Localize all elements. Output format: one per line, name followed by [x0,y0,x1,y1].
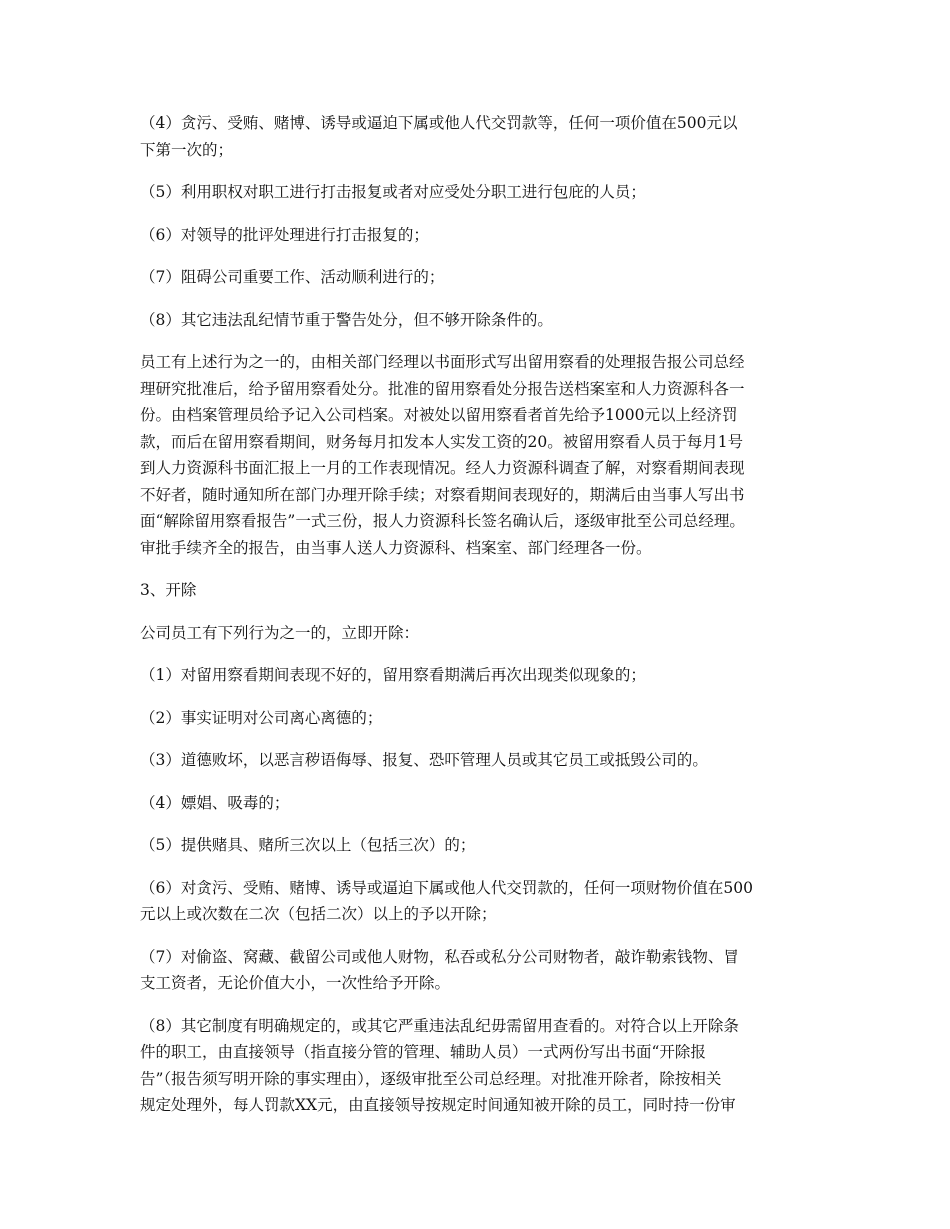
dismissal-item-7: （7）对偷盗、窝藏、截留公司或他人财物，私吞或私分公司财物者，敲诈勒索钱物、冒 支工资者，无论价值大小，一次性给予开除。 [140,947,739,992]
dismissal-item-2: （2）事实证明对公司离心离德的； [140,708,383,727]
list-item-8-other-violations: （8）其它违法乱纪情节重于警告处分，但不够开除条件的。 [140,310,553,329]
list-item-5-retaliation-abuse: （5）利用职权对职工进行打击报复或者对应受处分职工进行包庇的人员； [140,183,646,201]
probation-procedure-paragraph: 员工有上述行为之一的，由相关部门经理以书面形式写出留用察看的处理报告报公司总经 理研究批准后，给予留用察看处分。批准的留用察看处分报告送档案室和人力资源科各一 份。由档案管理员给予记入公司档案。对被处以留用察看者首先给予1000元以上经济罚 款，而后在留用察看期间，财务每月扣发本人实发工资的20。被留用察看人员于每月1号 到人力资源科书面汇报上一月的工作表现情况。经人力资源科调查了解，对察看期间表现 不好者，随时通知所在部门办理开除手续；对察看期间表现好的，期满后由当事人写出书 面“解除留用察看报告”一式三份，报人力资源科长签名确认后，逐级审批至公司总经理。 审批手续齐全的报告，由当事人送人力资源科、档案室、部门经理各一份。 [140,353,745,557]
document-page [140,110,812,1135]
list-item-6-retaliation-criticism: （6）对领导的批评处理进行打击报复的； [140,225,429,244]
dismissal-intro: 公司员工有下列行为之一的，立即开除： [140,623,420,642]
dismissal-item-1: （1）对留用察看期间表现不好的，留用察看期满后再次出现类似现象的； [140,666,646,684]
dismissal-item-6: （6）对贪污、受贿、赌博、诱导或逼迫下属或他人代交罚款的，任何一项财物价值在500 元以上或次数在二次（包括二次）以上的予以开除； [140,878,753,923]
list-item-4-embezzlement: （4）贪污、受贿、赌博、诱导或逼迫下属或他人代交罚款等，任何一项价值在500元以 下第一次的； [140,114,738,159]
list-item-7-obstruction: （7）阻碍公司重要工作、活动顺利进行的； [140,268,445,286]
dismissal-item-3: （3）道德败坏，以恶言秽语侮辱、报复、恐吓管理人员或其它员工或抵毁公司的。 [140,751,708,769]
dismissal-item-4: （4）嫖娼、吸毒的； [140,793,290,812]
dismissal-item-8: （8）其它制度有明确规定的，或其它严重违法乱纪毋需留用查看的。对符合以上开除条 件的职工，由直接领导（指直接分管的管理、辅助人员）一式两份写出书面“开除报 告”（报告须写明开除的事实理由），逐级审批至公司总经理。对批准开除者，除按相关 规定处理外，每人罚款XX元，由直接领导按规定时间通知被开除的员工，同时持一份审 [140,1016,739,1114]
section-heading-dismissal: 3、开除 [140,581,197,599]
dismissal-item-5: （5）提供赌具、赌所三次以上（包括三次）的； [140,836,476,854]
